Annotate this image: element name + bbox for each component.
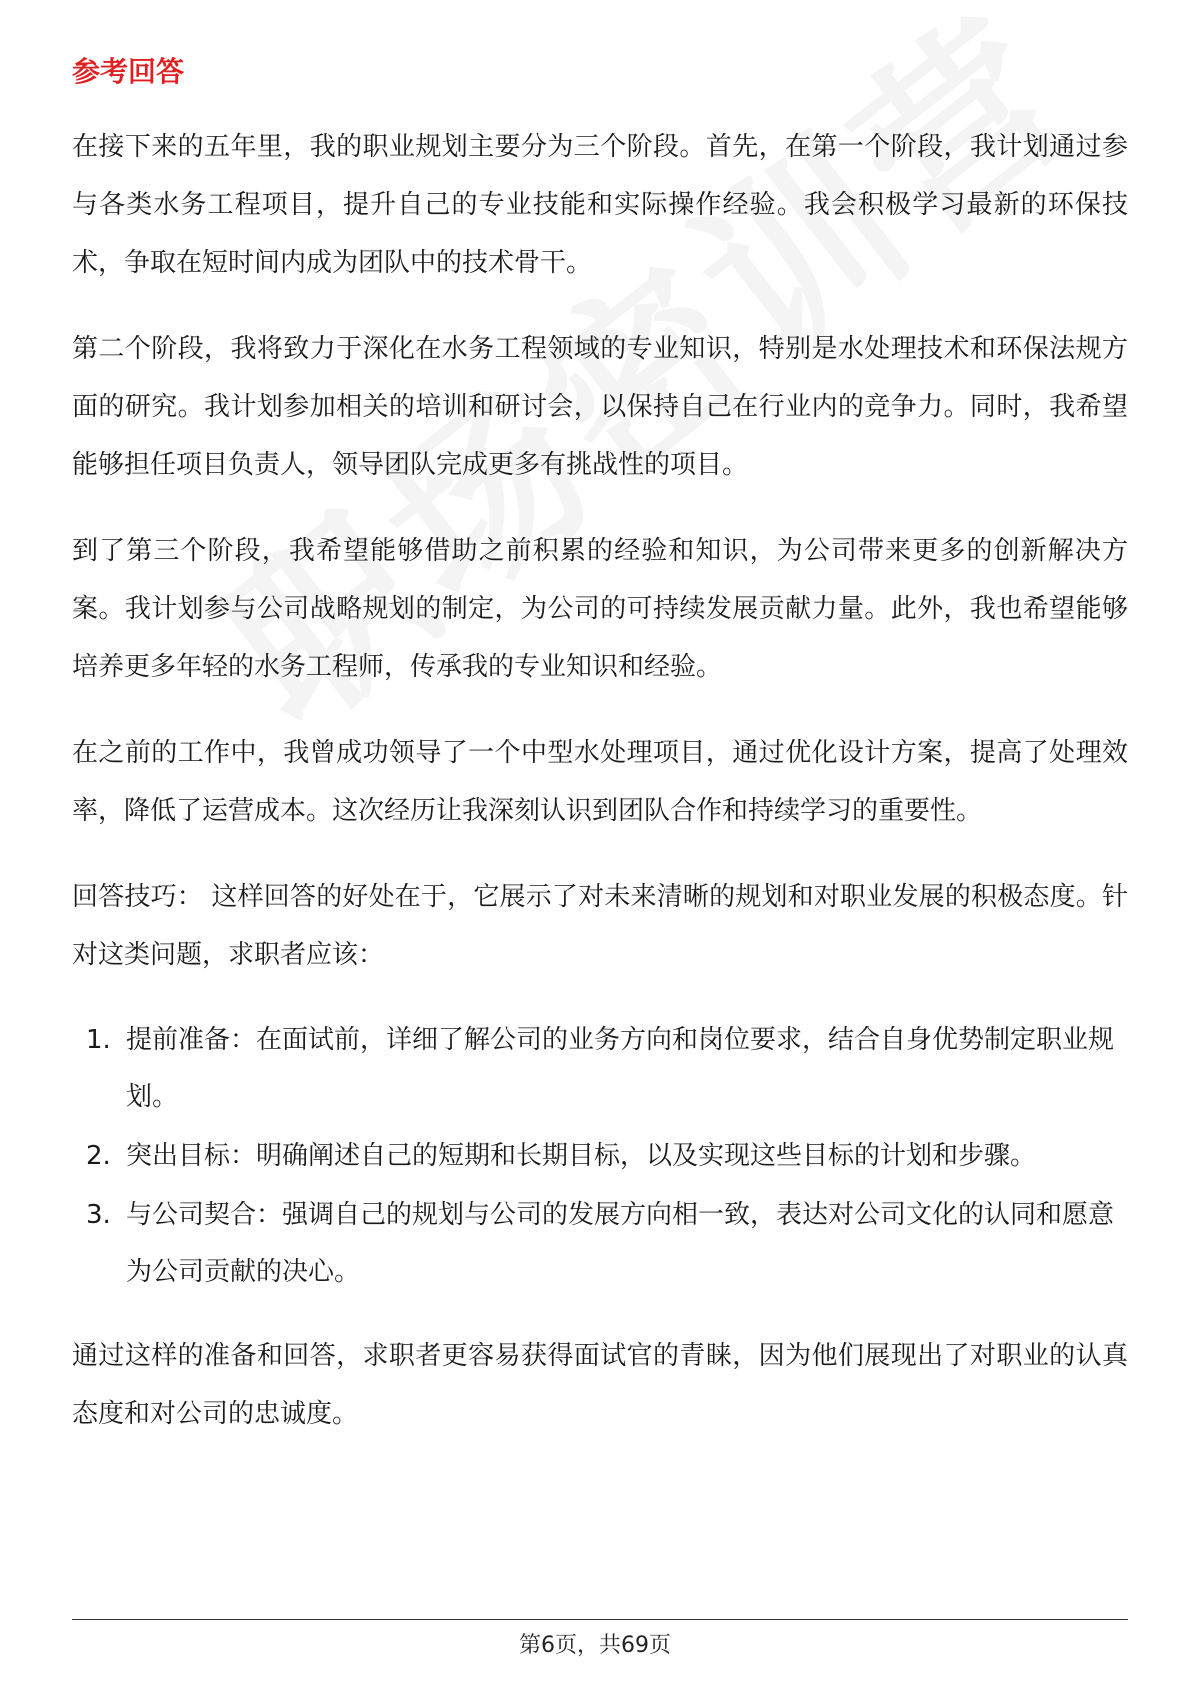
list-item	[72, 1012, 1128, 1126]
page-number: 第6页，共69页	[519, 1633, 671, 1658]
list-item-text: 提前准备：在面试前，详细了解公司的业务方向和岗位要求，结合自身优势制定职业规划。	[126, 1025, 1115, 1112]
list-number: 1.	[86, 1025, 111, 1055]
answer-tips-intro: 回答技巧： 这样回答的好处在于，它展示了对未来清晰的规划和对职业发展的积极态度。针对这类问题，求职者应该：	[72, 882, 1128, 970]
paragraph: 在之前的工作中，我曾成功领导了一个中型水处理项目，通过优化设计方案，提高了处理效率，降低了运营成本。这次经历让我深刻认识到团队合作和持续学习的重要性。	[72, 738, 1128, 826]
paragraph: 第二个阶段，我将致力于深化在水务工程领域的专业知识，特别是水处理技术和环保法规方面的研究。我计划参加相关的培训和研讨会，以保持自己在行业内的竞争力。同时，我希望能够担任项目负责人，领导团队完成更多有挑战性的项目。	[72, 334, 1128, 480]
closing-paragraph: 通过这样的准备和回答，求职者更容易获得面试官的青睐，因为他们展现出了对职业的认真态度和对公司的忠诚度。	[72, 1341, 1128, 1429]
list-item-text: 与公司契合：强调自己的规划与公司的发展方向相一致，表达对公司文化的认同和愿意为公司贡献的决心。	[126, 1200, 1115, 1287]
list-item	[72, 1128, 1128, 1185]
footer-divider	[72, 1619, 1128, 1620]
list-number: 2.	[86, 1141, 111, 1171]
section-title: 参考回答	[72, 55, 185, 88]
tips-list	[72, 1012, 1128, 1301]
paragraph: 到了第三个阶段，我希望能够借助之前积累的经验和知识，为公司带来更多的创新解决方案。我计划参与公司战略规划的制定，为公司的可持续发展贡献力量。此外，我也希望能够培养更多年轻的水务工程师，传承我的专业知识和经验。	[72, 536, 1128, 682]
paragraph: 在接下来的五年里，我的职业规划主要分为三个阶段。首先，在第一个阶段，我计划通过参与各类水务工程项目，提升自己的专业技能和实际操作经验。我会积极学习最新的环保技术，争取在短时间内成为团队中的技术骨干。	[72, 132, 1128, 278]
list-number: 3.	[86, 1200, 111, 1230]
list-item	[72, 1187, 1128, 1301]
document-body	[72, 48, 1128, 1471]
list-item-text: 突出目标：明确阐述自己的短期和长期目标，以及实现这些目标的计划和步骤。	[126, 1141, 1037, 1171]
